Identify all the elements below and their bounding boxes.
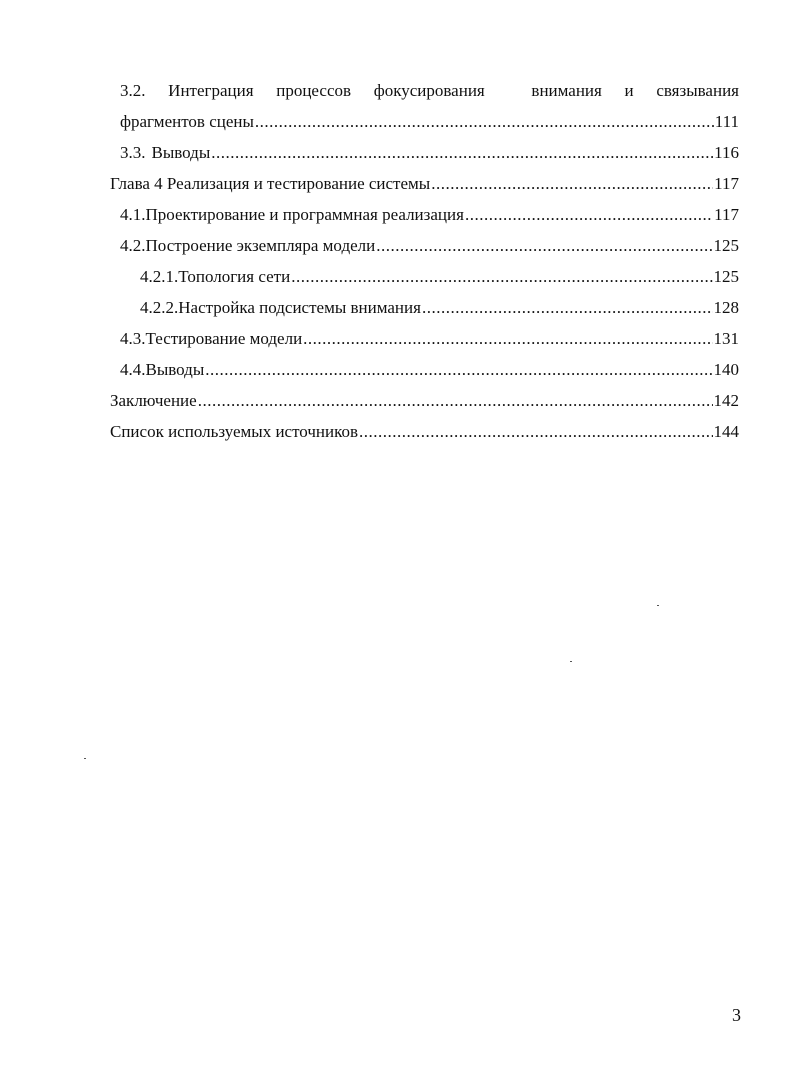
toc-entry-label: Глава 4 Реализация и тестирование системы — [110, 174, 431, 193]
toc-leader-dots — [465, 199, 713, 230]
toc-entry-conclusion — [0, 385, 793, 416]
toc-leader-dots — [255, 106, 714, 137]
toc-entry-label: Топология сети — [178, 267, 291, 286]
toc-entry-number: 4.4. — [120, 360, 146, 379]
table-of-contents — [0, 75, 793, 447]
toc-entry-page: 128 — [713, 298, 739, 317]
page-number: 3 — [732, 1005, 741, 1025]
toc-entry — [0, 230, 793, 261]
toc-leader-dots — [359, 416, 712, 447]
toc-entry-number: 4.1. — [120, 205, 146, 224]
toc-entry — [0, 261, 793, 292]
toc-entry-page: 140 — [713, 360, 739, 379]
scan-speck — [657, 605, 659, 606]
toc-leader-dots — [291, 261, 712, 292]
toc-entry-number: 4.2. — [120, 236, 146, 255]
toc-entry-3-2-line2 — [0, 106, 793, 137]
toc-entry-page: 142 — [713, 391, 739, 410]
toc-entry-number: 4.2.1. — [140, 267, 179, 286]
toc-entry-3-2-line1 — [0, 75, 793, 106]
toc-entry-word: фокусирования — [373, 81, 485, 100]
toc-leader-dots — [198, 385, 713, 416]
toc-entry-chapter — [0, 168, 793, 199]
toc-entry-page: 116 — [714, 143, 739, 162]
toc-entry-page: 144 — [713, 422, 739, 441]
toc-entry-page: 117 — [714, 174, 739, 193]
toc-entry-label: Настройка подсистемы внимания — [178, 298, 421, 317]
toc-entry-label: Заключение — [110, 391, 197, 410]
toc-entry-word: связывания — [656, 81, 739, 100]
scan-speck — [84, 758, 86, 759]
toc-leader-dots — [205, 354, 712, 385]
toc-entry-page: 117 — [714, 205, 739, 224]
toc-entry-word: процессов — [276, 81, 352, 100]
toc-entry-word: и — [624, 81, 634, 100]
toc-entry — [0, 137, 793, 168]
toc-entry-label: Выводы — [151, 143, 211, 162]
toc-entry-page: 131 — [713, 329, 739, 348]
toc-leader-dots — [422, 292, 713, 323]
toc-entry-number: 4.3. — [120, 329, 146, 348]
toc-entry-word: Интеграция — [168, 81, 254, 100]
toc-entry-page: 125 — [713, 236, 739, 255]
toc-entry-number: 3.2. — [120, 81, 146, 100]
toc-entry-label: Выводы — [145, 360, 205, 379]
toc-entry-label: Проектирование и программная реализация — [145, 205, 464, 224]
toc-leader-dots — [303, 323, 712, 354]
toc-entry-label: фрагментов сцены — [120, 112, 254, 131]
toc-leader-dots — [376, 230, 712, 261]
scan-speck — [570, 661, 572, 662]
toc-entry-label: Тестирование модели — [145, 329, 303, 348]
toc-leader-dots — [211, 137, 713, 168]
toc-entry-label: Список используемых источников — [110, 422, 359, 441]
toc-entry-number: 3.3. — [120, 143, 146, 162]
toc-entry — [0, 199, 793, 230]
toc-entry-references — [0, 416, 793, 447]
toc-entry-number: 4.2.2. — [140, 298, 179, 317]
toc-entry-label: Построение экземпляра модели — [145, 236, 376, 255]
toc-entry — [0, 354, 793, 385]
toc-entry-word: внимания — [531, 81, 602, 100]
toc-entry-page: 111 — [714, 112, 739, 131]
toc-entry — [0, 292, 793, 323]
toc-leader-dots — [431, 168, 713, 199]
toc-entry — [0, 323, 793, 354]
toc-entry-page: 125 — [713, 267, 739, 286]
